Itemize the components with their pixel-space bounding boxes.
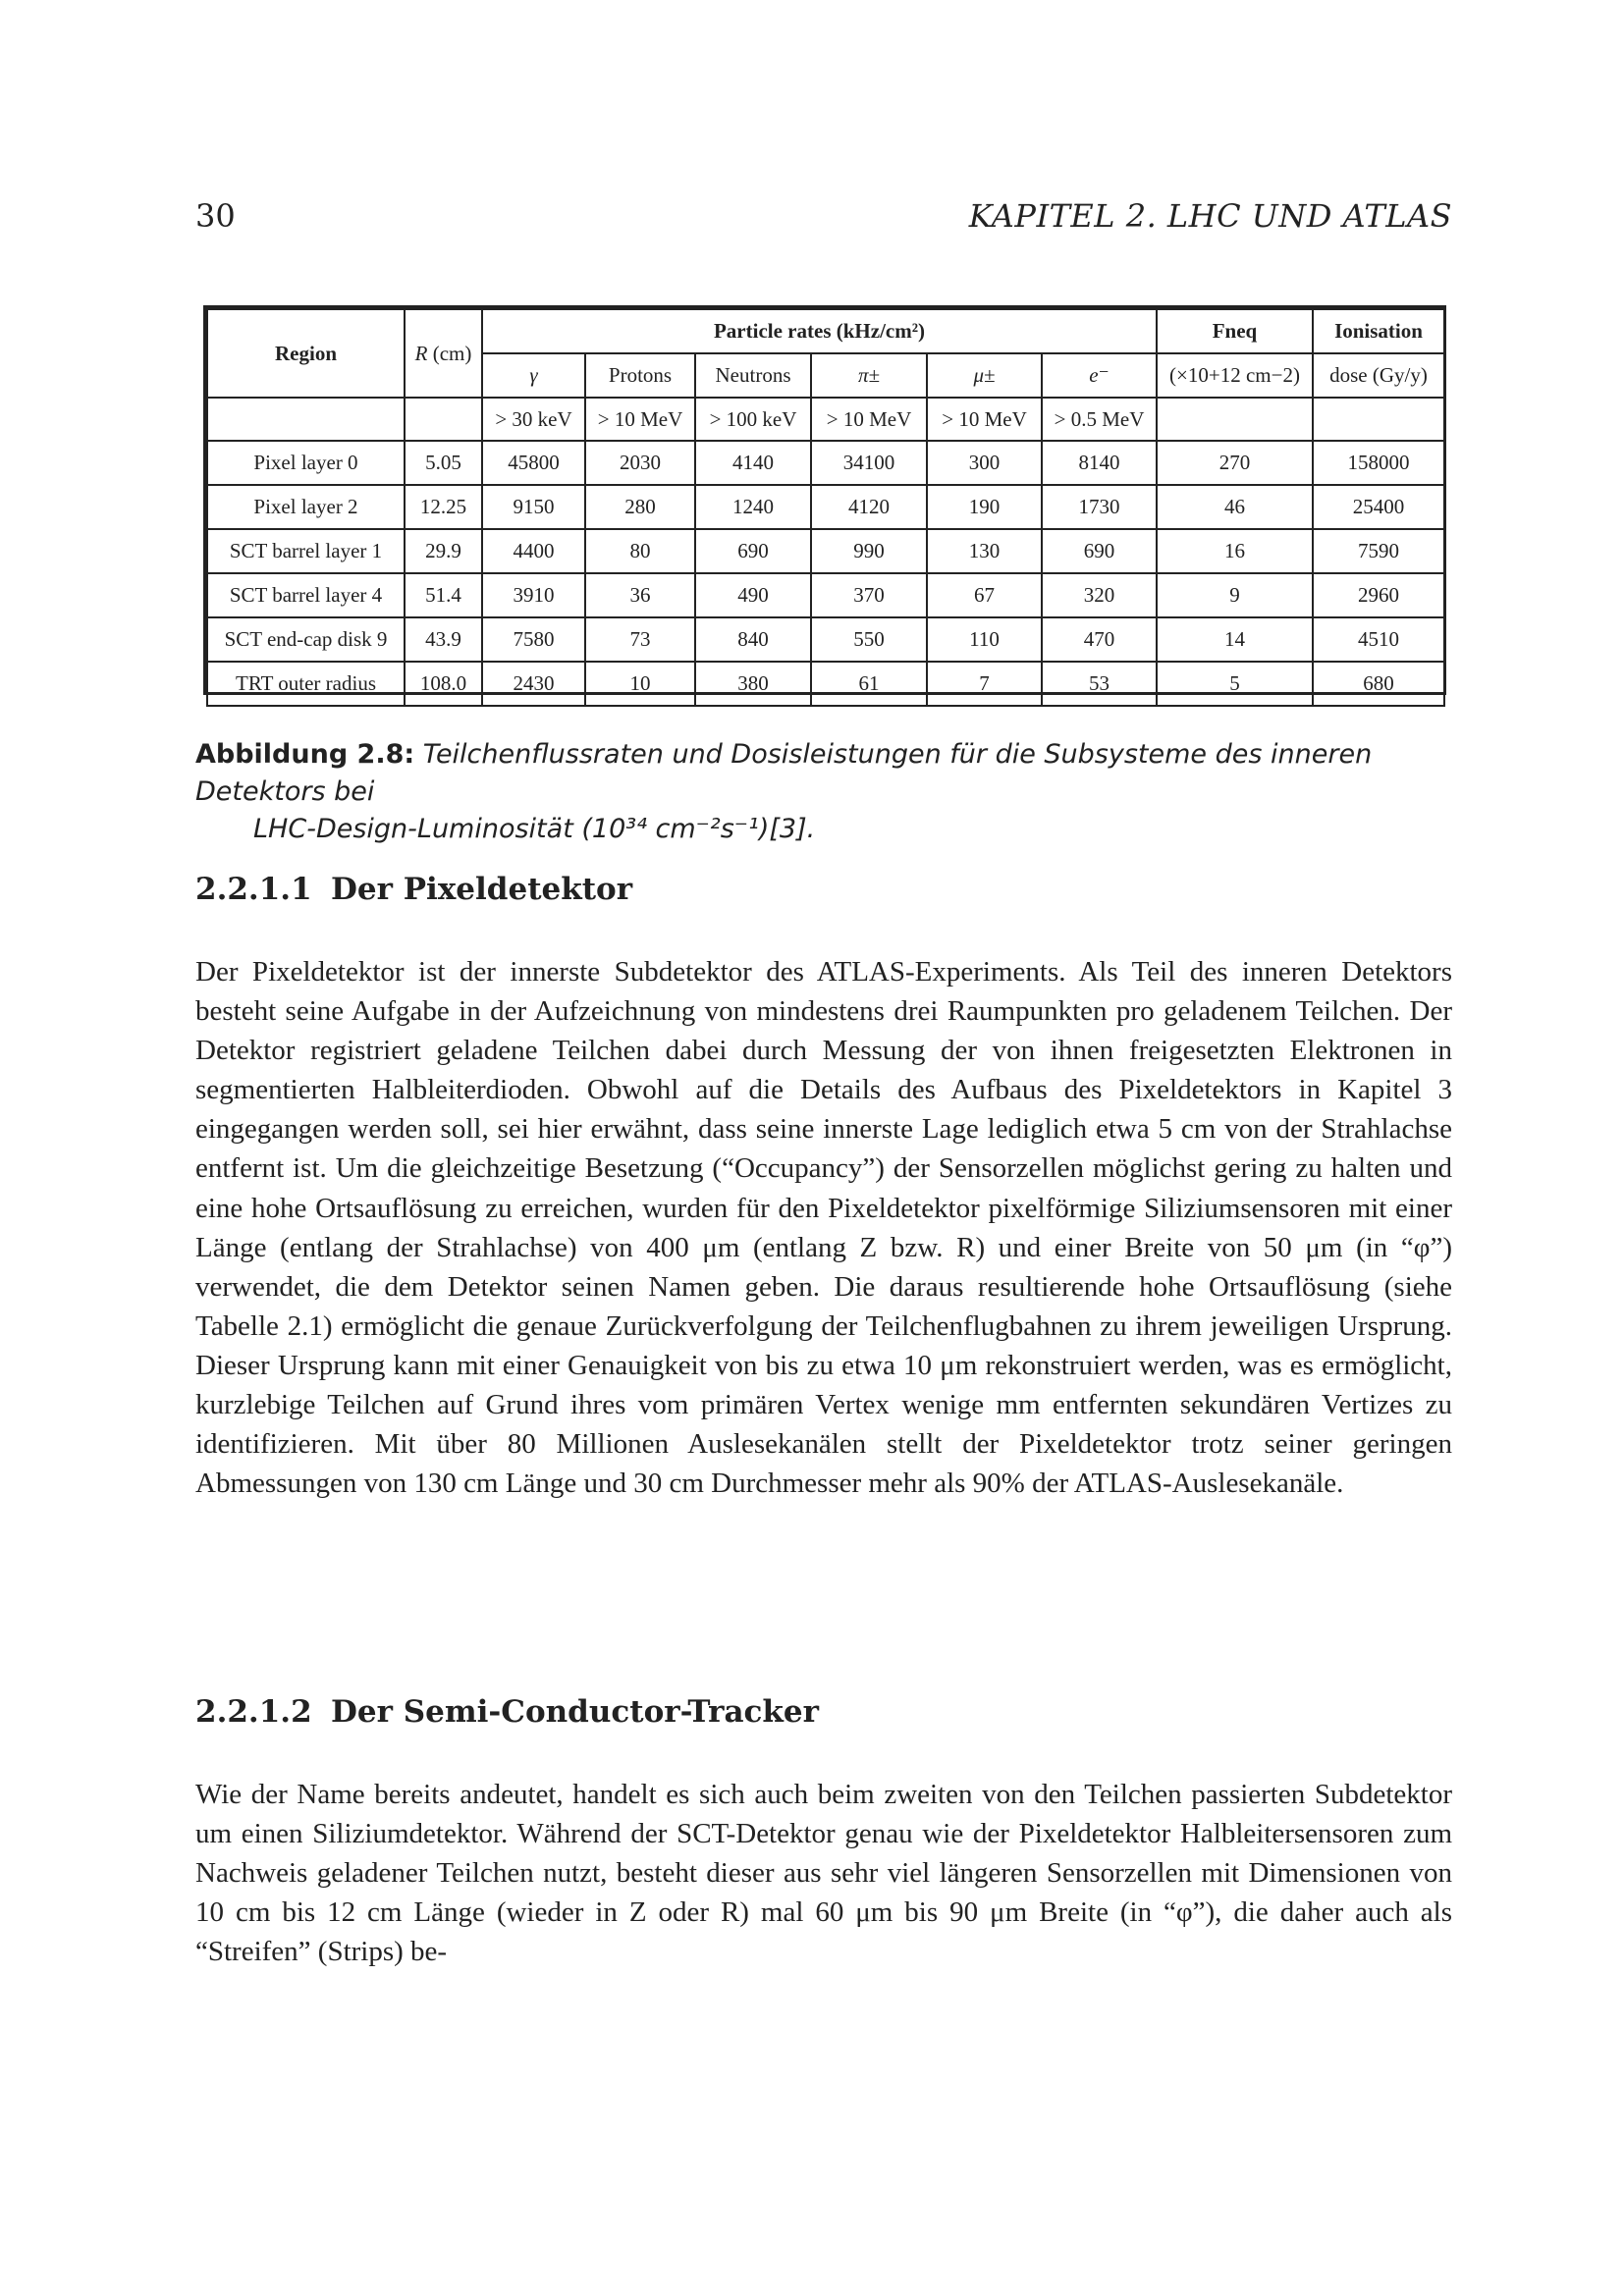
r-header: R (cm) xyxy=(405,309,482,398)
value-cell: 300 xyxy=(927,441,1042,485)
value-cell: 16 xyxy=(1157,529,1313,573)
value-cell: 7590 xyxy=(1313,529,1444,573)
value-cell: 840 xyxy=(695,617,811,662)
ionisation-unit: dose (Gy/y) xyxy=(1313,353,1444,398)
section-number: 2.2.1.2 xyxy=(195,1694,312,1730)
table-row xyxy=(207,441,1444,485)
value-cell: 12.25 xyxy=(405,485,482,529)
value-cell: 2430 xyxy=(482,662,585,706)
region-cell: SCT end-cap disk 9 xyxy=(207,617,405,662)
value-cell: 67 xyxy=(927,573,1042,617)
value-cell: 280 xyxy=(585,485,695,529)
particle-rates-table-figure xyxy=(203,305,1446,695)
col-neutrons: Neutrons xyxy=(695,353,811,398)
section-title: Der Semi-Conductor-Tracker xyxy=(331,1694,819,1730)
fneq-unit: (×10+12 cm−2) xyxy=(1157,353,1313,398)
page-header xyxy=(195,196,1452,236)
value-cell: 108.0 xyxy=(405,662,482,706)
value-cell: 10 xyxy=(585,662,695,706)
value-cell: 680 xyxy=(1313,662,1444,706)
value-cell: 490 xyxy=(695,573,811,617)
value-cell: 8140 xyxy=(1042,441,1157,485)
threshold-protons: > 10 MeV xyxy=(585,398,695,441)
col-protons: Protons xyxy=(585,353,695,398)
value-cell: 4510 xyxy=(1313,617,1444,662)
value-cell: 4120 xyxy=(811,485,927,529)
value-cell: 990 xyxy=(811,529,927,573)
table-row xyxy=(207,662,1444,706)
value-cell: 2960 xyxy=(1313,573,1444,617)
figure-caption xyxy=(195,736,1452,848)
region-cell: SCT barrel layer 4 xyxy=(207,573,405,617)
value-cell: 190 xyxy=(927,485,1042,529)
paragraph-pixeldetektor: Der Pixeldetektor ist der innerste Subdetektor des ATLAS-Experiments. Als Teil des inneren Detektors besteht seine Aufgabe in der Aufzeichnung von mindestens drei Raumpunkten pro geladenem Teilchen. Der Detektor registriert geladene Teilchen dabei durch Messung der von ihnen freigesetzten Elektronen in segmentierten Halbleiterdioden. Obwohl auf die Details des Aufbaus des Pixeldetektors in Kapitel 3 eingegangen werden soll, sei hier erwähnt, dass seine innerste Lage lediglich etwa 5 cm von der Strahlachse entfernt ist. Um die gleichzeitige Besetzung (“Occupancy”) der Sensorzellen möglichst gering zu halten und eine hohe Ortsauflösung zu erreichen, wurden für den Pixeldetektor pixelförmige Siliziumsensoren mit einer Länge (entlang der Strahlachse) von 400 μm (entlang Z bzw. R) und einer Breite von 50 μm (in “φ”) verwendet, die dem Detektor seinen Namen geben. Die daraus resultierende hohe Ortsauflösung (siehe Tabelle 2.1) ermöglicht die genaue Zurückverfolgung der Teilchenflugbahnen zu ihrem jeweiligen Ursprung. Dieser Ursprung kann mit einer Genauigkeit von bis zu etwa 10 μm rekonstruiert werden, was es ermöglicht, kurzlebige Teilchen auf Grund ihres vom primären Vertex wenige mm entfernten sekundären Vertizes zu identifizieren. Mit über 80 Millionen Auslesekanälen stellt der Pixeldetektor trotz seiner geringen Abmessungen von 130 cm Länge und 30 cm Durchmesser mehr als 90% der ATLAS-Auslesekanäle. xyxy=(195,956,1452,1500)
empty-cell xyxy=(1157,398,1313,441)
value-cell: 80 xyxy=(585,529,695,573)
value-cell: 690 xyxy=(695,529,811,573)
value-cell: 470 xyxy=(1042,617,1157,662)
value-cell: 5.05 xyxy=(405,441,482,485)
value-cell: 110 xyxy=(927,617,1042,662)
threshold-gamma: > 30 keV xyxy=(482,398,585,441)
caption-line-1: Teilchenflussraten und Dosisleistungen für die Subsysteme des inneren Detektors bei xyxy=(195,739,1373,807)
col-pion: π± xyxy=(811,353,927,398)
paragraph-sct: Wie der Name bereits andeutet, handelt es sich auch beim zweiten von den Teilchen passierten Subdetektor um einen Siliziumdetektor. Während der SCT-Detektor genau wie der Pixeldetektor Halbleitersensoren zum Nachweis geladener Teilchen nutzt, besteht dieser aus sehr viel längeren Sensorzellen mit Dimensionen von 10 cm bis 12 cm Länge (wieder in Z oder R) mal 60 μm bis 90 μm Breite (in “φ”), die daher auch als “Streifen” (Strips) be- xyxy=(195,1779,1452,1968)
value-cell: 7 xyxy=(927,662,1042,706)
value-cell: 51.4 xyxy=(405,573,482,617)
value-cell: 7580 xyxy=(482,617,585,662)
section-number: 2.2.1.1 xyxy=(195,872,312,907)
col-electron: e⁻ xyxy=(1042,353,1157,398)
region-cell: Pixel layer 2 xyxy=(207,485,405,529)
value-cell: 61 xyxy=(811,662,927,706)
table-body xyxy=(207,441,1444,706)
value-cell: 320 xyxy=(1042,573,1157,617)
table-row xyxy=(207,485,1444,529)
value-cell: 270 xyxy=(1157,441,1313,485)
region-header: Region xyxy=(207,309,405,398)
value-cell: 380 xyxy=(695,662,811,706)
col-gamma: γ xyxy=(482,353,585,398)
caption-line-2: LHC-Design-Luminosität (10³⁴ cm⁻²s⁻¹)[3]. xyxy=(253,814,816,844)
threshold-neutrons: > 100 keV xyxy=(695,398,811,441)
value-cell: 2030 xyxy=(585,441,695,485)
value-cell: 4400 xyxy=(482,529,585,573)
value-cell: 158000 xyxy=(1313,441,1444,485)
value-cell: 46 xyxy=(1157,485,1313,529)
section-heading-sct xyxy=(195,1694,819,1730)
region-cell: Pixel layer 0 xyxy=(207,441,405,485)
value-cell: 1730 xyxy=(1042,485,1157,529)
value-cell: 3910 xyxy=(482,573,585,617)
threshold-electron: > 0.5 MeV xyxy=(1042,398,1157,441)
value-cell: 73 xyxy=(585,617,695,662)
section-heading-pixeldetektor xyxy=(195,872,632,907)
particle-rates-header: Particle rates (kHz/cm²) xyxy=(482,309,1157,353)
page-number: 30 xyxy=(195,197,236,235)
empty-cell xyxy=(207,398,405,441)
value-cell: 370 xyxy=(811,573,927,617)
value-cell: 130 xyxy=(927,529,1042,573)
value-cell: 9150 xyxy=(482,485,585,529)
value-cell: 5 xyxy=(1157,662,1313,706)
value-cell: 9 xyxy=(1157,573,1313,617)
ionisation-header: Ionisation xyxy=(1313,309,1444,353)
table-row xyxy=(207,617,1444,662)
threshold-pion: > 10 MeV xyxy=(811,398,927,441)
particle-rates-table xyxy=(206,308,1445,707)
value-cell: 43.9 xyxy=(405,617,482,662)
value-cell: 53 xyxy=(1042,662,1157,706)
value-cell: 4140 xyxy=(695,441,811,485)
caption-label: Abbildung 2.8: xyxy=(195,739,415,770)
value-cell: 1240 xyxy=(695,485,811,529)
value-cell: 34100 xyxy=(811,441,927,485)
value-cell: 550 xyxy=(811,617,927,662)
table-row xyxy=(207,529,1444,573)
table-row xyxy=(207,573,1444,617)
value-cell: 36 xyxy=(585,573,695,617)
empty-cell xyxy=(1313,398,1444,441)
value-cell: 690 xyxy=(1042,529,1157,573)
col-muon: μ± xyxy=(927,353,1042,398)
value-cell: 45800 xyxy=(482,441,585,485)
region-cell: TRT outer radius xyxy=(207,662,405,706)
threshold-muon: > 10 MeV xyxy=(927,398,1042,441)
value-cell: 25400 xyxy=(1313,485,1444,529)
running-title: KAPITEL 2. LHC UND ATLAS xyxy=(968,197,1452,235)
fneq-header: Fneq xyxy=(1157,309,1313,353)
section-title: Der Pixeldetektor xyxy=(331,872,633,907)
value-cell: 14 xyxy=(1157,617,1313,662)
region-cell: SCT barrel layer 1 xyxy=(207,529,405,573)
empty-cell xyxy=(405,398,482,441)
value-cell: 29.9 xyxy=(405,529,482,573)
